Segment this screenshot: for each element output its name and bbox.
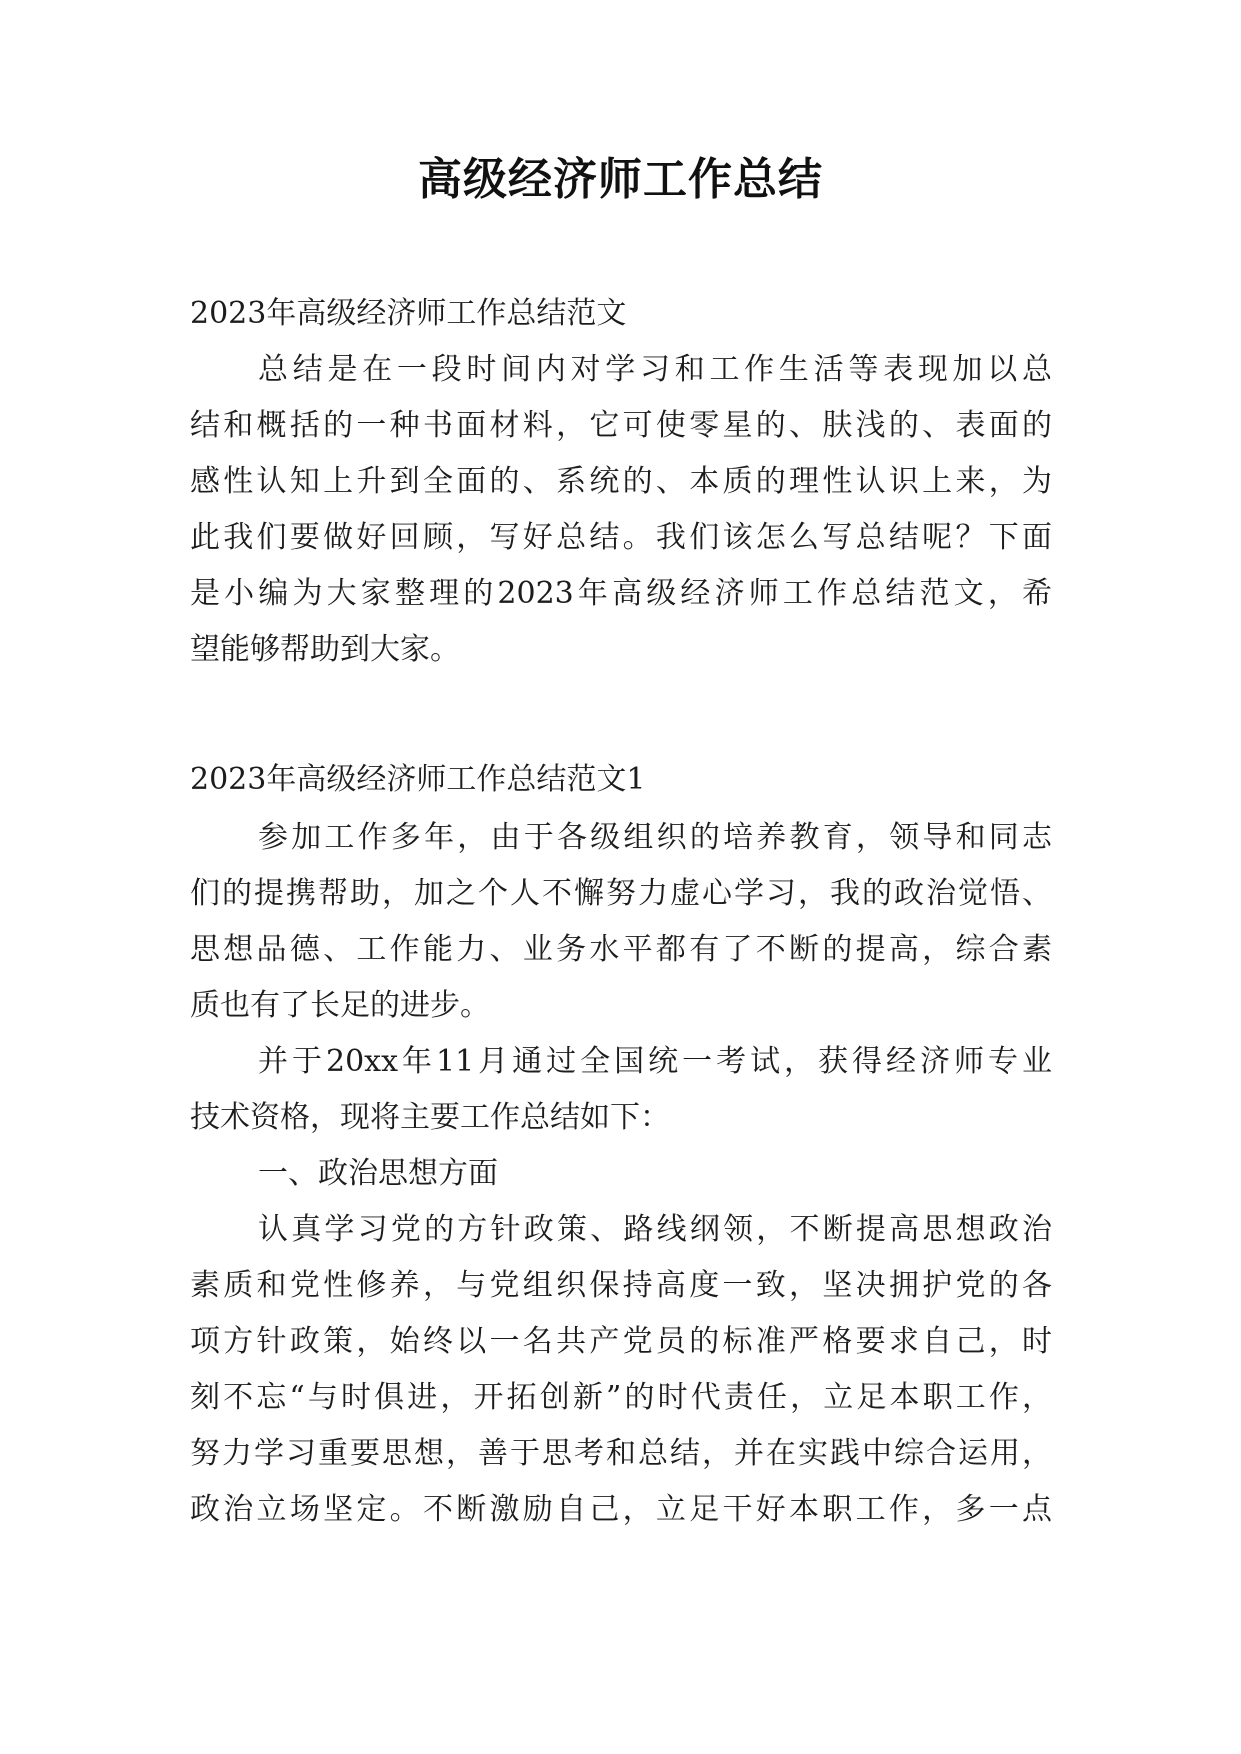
document-title: 高级经济师工作总结 xyxy=(418,154,823,205)
paragraph-line: 结和概括的一种书面材料，它可使零星的、肤浅的、表面的 xyxy=(190,408,1052,443)
paragraph-line: 是小编为大家整理的2023年高级经济师工作总结范文，希 xyxy=(190,576,1052,611)
paragraph-line: 努力学习重要思想，善于思考和总结，并在实践中综合运用， xyxy=(190,1436,1052,1471)
section-heading-sample-1: 2023年高级经济师工作总结范文1 xyxy=(190,762,646,797)
paragraph-line: 认真学习党的方针政策、路线纲领，不断提高思想政治 xyxy=(258,1212,1052,1247)
section-heading-intro: 2023年高级经济师工作总结范文 xyxy=(190,296,627,331)
paragraph-line: 总结是在一段时间内对学习和工作生活等表现加以总 xyxy=(258,352,1052,387)
paragraph-line: 感性认知上升到全面的、系统的、本质的理性认识上来，为 xyxy=(190,464,1052,499)
paragraph-line: 思想品德、工作能力、业务水平都有了不断的提高，综合素 xyxy=(190,932,1052,967)
paragraph-line: 此我们要做好回顾，写好总结。我们该怎么写总结呢？下面 xyxy=(190,520,1052,555)
paragraph-line: 质也有了长足的进步。 xyxy=(190,988,490,1023)
paragraph-line: 刻不忘“与时俱进，开拓创新”的时代责任，立足本职工作， xyxy=(190,1380,1052,1415)
paragraph-line: 技术资格，现将主要工作总结如下： xyxy=(190,1100,670,1135)
paragraph-line: 参加工作多年，由于各级组织的培养教育，领导和同志 xyxy=(258,820,1052,855)
paragraph-line: 政治立场坚定。不断激励自己，立足干好本职工作，多一点 xyxy=(190,1492,1052,1527)
paragraph-line: 项方针政策，始终以一名共产党员的标准严格要求自己，时 xyxy=(190,1324,1052,1359)
paragraph-line: 们的提携帮助，加之个人不懈努力虚心学习，我的政治觉悟、 xyxy=(190,876,1052,911)
paragraph-line: 望能够帮助到大家。 xyxy=(190,632,460,667)
paragraph-line: 并于20xx年11月通过全国统一考试，获得经济师专业 xyxy=(258,1044,1052,1079)
subheading-political: 一、政治思想方面 xyxy=(258,1156,498,1191)
paragraph-line: 素质和党性修养，与党组织保持高度一致，坚决拥护党的各 xyxy=(190,1268,1052,1303)
